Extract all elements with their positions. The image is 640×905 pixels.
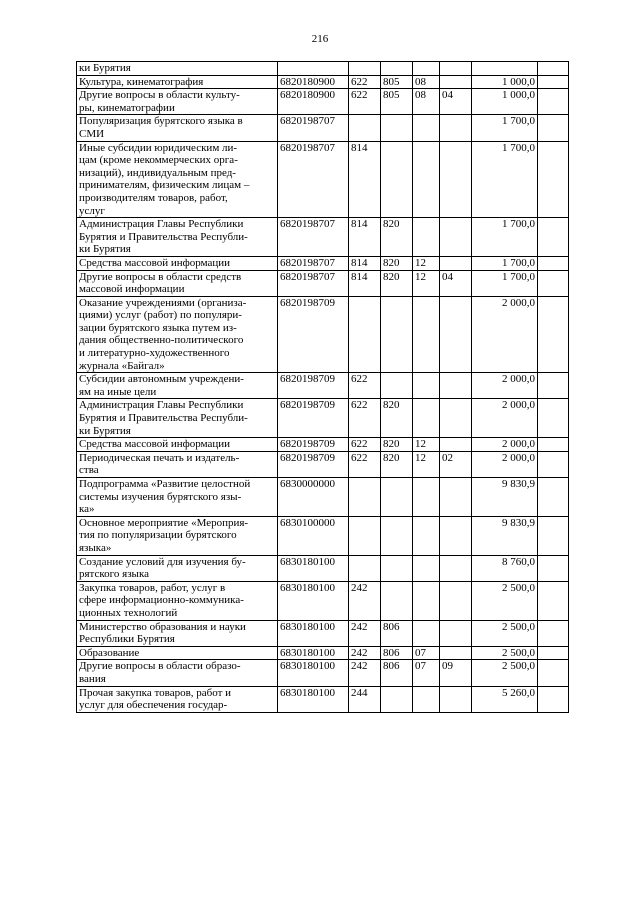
item-name-line: рятского языка	[79, 568, 150, 581]
subsection-cell	[440, 373, 472, 399]
subsection-cell	[440, 516, 472, 555]
table-row	[77, 256, 569, 270]
ministry-code-cell: 820	[381, 399, 413, 438]
csr-code-cell: 6820198709	[278, 399, 349, 438]
table-row	[77, 89, 569, 115]
table-row	[77, 686, 569, 712]
section-cell: 07	[413, 660, 440, 686]
item-name-line: зации бурятского языка путем из-	[79, 321, 237, 334]
item-name-line: ям на иные цели	[79, 385, 157, 398]
table-body	[77, 62, 569, 713]
expense-type-cell: 622	[349, 438, 381, 452]
section-cell	[413, 581, 440, 620]
ministry-code-cell	[381, 141, 413, 218]
subsection-cell	[440, 438, 472, 452]
item-name-cell	[77, 581, 278, 620]
item-name-cell	[77, 451, 278, 477]
blank-cell	[538, 75, 569, 89]
item-name-line: Администрация Главы Республики	[79, 218, 244, 231]
item-name-line: Оказание учреждениями (организа-	[79, 296, 247, 309]
subsection-cell: 02	[440, 451, 472, 477]
item-name-line: ки Бурятия	[79, 424, 131, 437]
section-cell	[413, 296, 440, 373]
blank-cell	[538, 646, 569, 660]
ministry-code-cell: 820	[381, 256, 413, 270]
expense-type-cell: 244	[349, 686, 381, 712]
item-name-line: ки Бурятия	[79, 62, 131, 74]
item-name-line: тия по популяризации бурятского	[79, 529, 237, 542]
item-name-cell	[77, 115, 278, 141]
item-name-cell	[77, 620, 278, 646]
expense-type-cell: 622	[349, 373, 381, 399]
section-cell	[413, 516, 440, 555]
ministry-code-cell: 820	[381, 218, 413, 257]
subsection-cell	[440, 399, 472, 438]
ministry-code-cell	[381, 62, 413, 76]
amount-cell: 2 000,0	[472, 438, 538, 452]
blank-cell	[538, 218, 569, 257]
section-cell	[413, 218, 440, 257]
item-name-line: журнала «Байгал»	[79, 359, 165, 372]
item-name-line: дания общественно-политического	[79, 334, 244, 347]
amount-cell: 1 000,0	[472, 89, 538, 115]
item-name-line: Другие вопросы в области средств	[79, 270, 242, 283]
table-row	[77, 399, 569, 438]
item-name-line: Другие вопросы в области образо-	[79, 660, 241, 673]
section-cell: 08	[413, 75, 440, 89]
table-row	[77, 62, 569, 76]
amount-cell: 2 000,0	[472, 399, 538, 438]
item-name-cell	[77, 516, 278, 555]
expense-type-cell: 242	[349, 581, 381, 620]
ministry-code-cell: 820	[381, 451, 413, 477]
blank-cell	[538, 373, 569, 399]
item-name-line: Создание условий для изучения бу-	[79, 555, 246, 568]
csr-code-cell: 6820198707	[278, 256, 349, 270]
item-name-cell	[77, 660, 278, 686]
subsection-cell: 04	[440, 89, 472, 115]
item-name-line: услуг	[79, 204, 105, 217]
ministry-code-cell	[381, 555, 413, 581]
csr-code-cell: 6820180900	[278, 75, 349, 89]
item-name-cell	[77, 256, 278, 270]
item-name-line: сфере информационно-коммуника-	[79, 594, 244, 607]
item-name-cell	[77, 141, 278, 218]
csr-code-cell: 6820198707	[278, 270, 349, 296]
amount-cell: 2 500,0	[472, 620, 538, 646]
item-name-cell	[77, 373, 278, 399]
subsection-cell	[440, 686, 472, 712]
item-name-line: массовой информации	[79, 283, 185, 296]
table-row	[77, 620, 569, 646]
csr-code-cell: 6820198709	[278, 438, 349, 452]
expense-type-cell	[349, 478, 381, 517]
blank-cell	[538, 141, 569, 218]
blank-cell	[538, 660, 569, 686]
csr-code-cell: 6830180100	[278, 555, 349, 581]
item-name-line: циями) услуг (работ) по популяри-	[79, 309, 242, 322]
expense-type-cell: 622	[349, 399, 381, 438]
ministry-code-cell: 805	[381, 75, 413, 89]
section-cell: 07	[413, 646, 440, 660]
table-row	[77, 581, 569, 620]
item-name-cell	[77, 686, 278, 712]
item-name-cell	[77, 75, 278, 89]
ministry-code-cell	[381, 373, 413, 399]
ministry-code-cell: 820	[381, 438, 413, 452]
item-name-cell	[77, 399, 278, 438]
section-cell	[413, 686, 440, 712]
item-name-cell	[77, 555, 278, 581]
csr-code-cell: 6820198709	[278, 296, 349, 373]
blank-cell	[538, 270, 569, 296]
amount-cell: 1 000,0	[472, 75, 538, 89]
budget-table	[76, 61, 569, 713]
table-row	[77, 478, 569, 517]
blank-cell	[538, 555, 569, 581]
section-cell	[413, 478, 440, 517]
ministry-code-cell: 805	[381, 89, 413, 115]
blank-cell	[538, 516, 569, 555]
table-row	[77, 75, 569, 89]
amount-cell: 1 700,0	[472, 115, 538, 141]
blank-cell	[538, 451, 569, 477]
section-cell	[413, 620, 440, 646]
item-name-line: ства	[79, 464, 99, 477]
amount-cell: 2 500,0	[472, 581, 538, 620]
item-name-line: Прочая закупка товаров, работ и	[79, 686, 232, 699]
table-row	[77, 218, 569, 257]
expense-type-cell: 622	[349, 75, 381, 89]
item-name-line: Министерство образования и науки	[79, 620, 246, 633]
expense-type-cell	[349, 555, 381, 581]
subsection-cell	[440, 75, 472, 89]
csr-code-cell: 6820198709	[278, 451, 349, 477]
table-row	[77, 296, 569, 373]
section-cell	[413, 62, 440, 76]
item-name-cell	[77, 296, 278, 373]
expense-type-cell: 814	[349, 218, 381, 257]
item-name-line: Средства массовой информации	[79, 438, 230, 451]
item-name-line: системы изучения бурятского язы-	[79, 490, 242, 503]
csr-code-cell: 6830180100	[278, 686, 349, 712]
item-name-line: вания	[79, 672, 106, 685]
item-name-cell	[77, 89, 278, 115]
table-row	[77, 373, 569, 399]
table-row	[77, 646, 569, 660]
item-name-line: Закупка товаров, работ, услуг в	[79, 581, 226, 594]
subsection-cell	[440, 296, 472, 373]
item-name-cell	[77, 270, 278, 296]
section-cell	[413, 373, 440, 399]
expense-type-cell: 242	[349, 646, 381, 660]
ministry-code-cell: 806	[381, 620, 413, 646]
subsection-cell	[440, 620, 472, 646]
item-name-line: принимателям, физическим лицам –	[79, 179, 250, 192]
table-row	[77, 555, 569, 581]
section-cell	[413, 115, 440, 141]
ministry-code-cell	[381, 581, 413, 620]
csr-code-cell: 6830100000	[278, 516, 349, 555]
item-name-line: Иные субсидии юридическим ли-	[79, 141, 238, 154]
expense-type-cell	[349, 296, 381, 373]
ministry-code-cell	[381, 478, 413, 517]
table-row	[77, 438, 569, 452]
csr-code-cell: 6820198707	[278, 141, 349, 218]
expense-type-cell: 242	[349, 620, 381, 646]
csr-code-cell: 6830180100	[278, 581, 349, 620]
blank-cell	[538, 62, 569, 76]
amount-cell	[472, 62, 538, 76]
section-cell: 12	[413, 270, 440, 296]
amount-cell: 2 000,0	[472, 373, 538, 399]
subsection-cell	[440, 646, 472, 660]
ministry-code-cell: 806	[381, 660, 413, 686]
amount-cell: 5 260,0	[472, 686, 538, 712]
item-name-line: СМИ	[79, 127, 105, 140]
blank-cell	[538, 478, 569, 517]
expense-type-cell: 622	[349, 451, 381, 477]
amount-cell: 2 500,0	[472, 660, 538, 686]
subsection-cell	[440, 115, 472, 141]
ministry-code-cell: 806	[381, 646, 413, 660]
subsection-cell: 04	[440, 270, 472, 296]
item-name-line: ры, кинематографии	[79, 101, 175, 114]
item-name-line: Культура, кинематография	[79, 75, 204, 88]
item-name-line: Образование	[79, 646, 140, 659]
table-row	[77, 115, 569, 141]
ministry-code-cell: 820	[381, 270, 413, 296]
csr-code-cell: 6820198709	[278, 373, 349, 399]
section-cell	[413, 555, 440, 581]
item-name-line: производителям товаров, работ,	[79, 191, 228, 204]
ministry-code-cell	[381, 686, 413, 712]
csr-code-cell: 6830000000	[278, 478, 349, 517]
expense-type-cell: 814	[349, 270, 381, 296]
subsection-cell	[440, 141, 472, 218]
blank-cell	[538, 256, 569, 270]
item-name-cell	[77, 438, 278, 452]
item-name-line: Администрация Главы Республики	[79, 399, 244, 412]
expense-type-cell: 242	[349, 660, 381, 686]
table-row	[77, 451, 569, 477]
item-name-line: Бурятия и Правительства Республи-	[79, 230, 248, 243]
subsection-cell	[440, 256, 472, 270]
item-name-line: ционных технологий	[79, 606, 178, 619]
item-name-line: Республики Бурятия	[79, 633, 175, 646]
ministry-code-cell	[381, 115, 413, 141]
section-cell: 12	[413, 438, 440, 452]
item-name-cell	[77, 62, 278, 76]
section-cell: 12	[413, 256, 440, 270]
subsection-cell	[440, 62, 472, 76]
blank-cell	[538, 438, 569, 452]
table-row	[77, 141, 569, 218]
csr-code-cell: 6830180100	[278, 660, 349, 686]
expense-type-cell: 622	[349, 89, 381, 115]
csr-code-cell: 6830180100	[278, 620, 349, 646]
item-name-line: языка»	[79, 541, 112, 554]
amount-cell: 2 000,0	[472, 451, 538, 477]
ministry-code-cell	[381, 296, 413, 373]
amount-cell: 8 760,0	[472, 555, 538, 581]
expense-type-cell: 814	[349, 256, 381, 270]
section-cell	[413, 141, 440, 218]
amount-cell: 9 830,9	[472, 478, 538, 517]
item-name-line: Средства массовой информации	[79, 256, 230, 269]
section-cell	[413, 399, 440, 438]
blank-cell	[538, 115, 569, 141]
item-name-line: Бурятия и Правительства Республи-	[79, 412, 248, 425]
item-name-line: ки Бурятия	[79, 243, 131, 256]
subsection-cell	[440, 555, 472, 581]
expense-type-cell	[349, 115, 381, 141]
csr-code-cell: 6820198707	[278, 115, 349, 141]
csr-code-cell: 6830180100	[278, 646, 349, 660]
item-name-line: Основное мероприятие «Мероприя-	[79, 516, 249, 529]
item-name-line: Субсидии автономным учреждени-	[79, 373, 244, 386]
section-cell: 08	[413, 89, 440, 115]
page-number: 216	[311, 33, 329, 45]
item-name-line: Популяризация бурятского языка в	[79, 115, 243, 128]
blank-cell	[538, 296, 569, 373]
blank-cell	[538, 620, 569, 646]
item-name-cell	[77, 478, 278, 517]
item-name-cell	[77, 218, 278, 257]
amount-cell: 1 700,0	[472, 141, 538, 218]
item-name-line: Другие вопросы в области культу-	[79, 89, 240, 102]
item-name-line: Подпрограмма «Развитие целостной	[79, 478, 251, 490]
blank-cell	[538, 581, 569, 620]
csr-code-cell	[278, 62, 349, 76]
amount-cell: 2 500,0	[472, 646, 538, 660]
item-name-line: цам (кроме некоммерческих орга-	[79, 154, 238, 167]
blank-cell	[538, 89, 569, 115]
amount-cell: 1 700,0	[472, 218, 538, 257]
expense-type-cell	[349, 62, 381, 76]
item-name-line: услуг для обеспечения государ-	[79, 699, 228, 712]
table-row	[77, 270, 569, 296]
table-row	[77, 516, 569, 555]
blank-cell	[538, 399, 569, 438]
item-name-line: ка»	[79, 503, 95, 516]
expense-type-cell	[349, 516, 381, 555]
subsection-cell: 09	[440, 660, 472, 686]
amount-cell: 2 000,0	[472, 296, 538, 373]
amount-cell: 9 830,9	[472, 516, 538, 555]
table-row	[77, 660, 569, 686]
blank-cell	[538, 686, 569, 712]
item-name-cell	[77, 646, 278, 660]
item-name-line: Периодическая печать и издатель-	[79, 451, 240, 464]
csr-code-cell: 6820198707	[278, 218, 349, 257]
expense-type-cell: 814	[349, 141, 381, 218]
item-name-line: и литературно-художественного	[79, 347, 230, 360]
section-cell: 12	[413, 451, 440, 477]
amount-cell: 1 700,0	[472, 270, 538, 296]
amount-cell: 1 700,0	[472, 256, 538, 270]
subsection-cell	[440, 581, 472, 620]
subsection-cell	[440, 218, 472, 257]
ministry-code-cell	[381, 516, 413, 555]
subsection-cell	[440, 478, 472, 517]
csr-code-cell: 6820180900	[278, 89, 349, 115]
item-name-line: низаций), индивидуальным пред-	[79, 166, 236, 179]
